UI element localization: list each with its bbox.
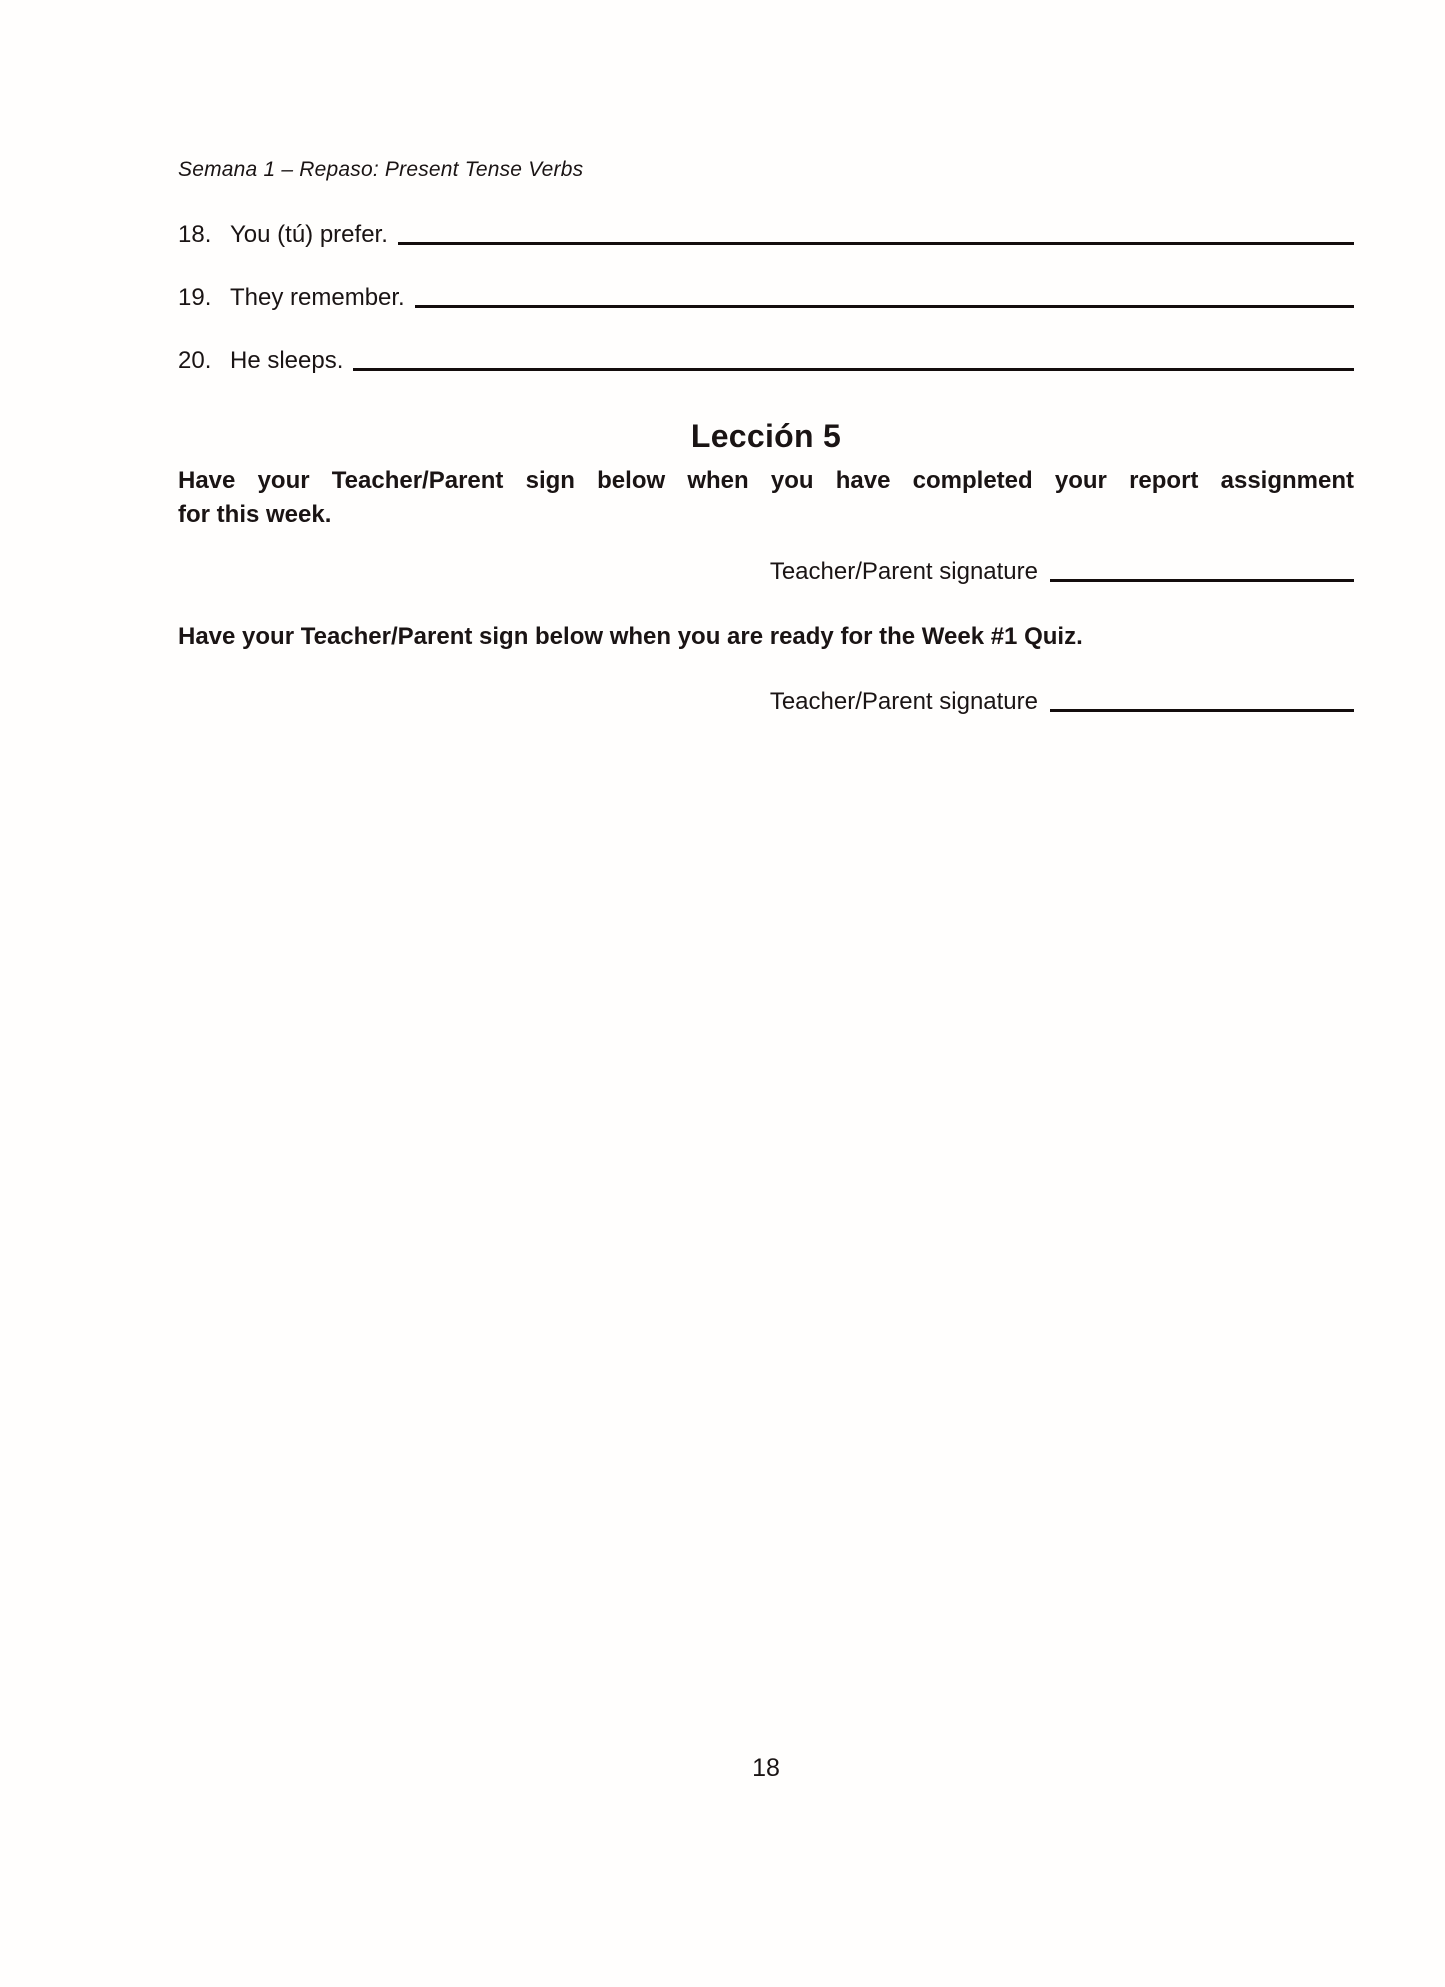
item-label: They remember. <box>230 284 405 311</box>
signature-label: Teacher/Parent signature <box>769 688 1038 715</box>
instruction-paragraph-report <box>178 464 1354 532</box>
item-number: 19. <box>178 284 212 311</box>
lesson-heading: Lección 5 <box>690 418 842 454</box>
answer-blank-line <box>353 347 1354 371</box>
signature-blank-line <box>1050 688 1354 712</box>
signature-row-report <box>178 558 1354 586</box>
signature-blank-line <box>1050 558 1354 582</box>
page-number: 18 <box>752 1754 780 1782</box>
answer-blank-line <box>398 221 1354 245</box>
signature-label: Teacher/Parent signature <box>769 558 1038 585</box>
instruction-line: Have your Teacher/Parent sign below when you have completed your report assignment <box>178 467 1354 494</box>
item-label: He sleeps. <box>230 347 344 374</box>
item-label: You (tú) prefer. <box>230 221 388 248</box>
item-number: 18. <box>178 221 212 248</box>
worksheet-item-18 <box>178 221 1354 249</box>
instruction-paragraph-quiz: Have your Teacher/Parent sign below when you are ready for the Week #1 Quiz. <box>178 623 1083 650</box>
item-number: 20. <box>178 347 212 374</box>
worksheet-item-20 <box>178 347 1354 375</box>
answer-blank-line <box>415 284 1354 308</box>
instruction-line: for this week. <box>178 501 332 528</box>
worksheet-item-19 <box>178 284 1354 312</box>
signature-row-quiz <box>178 688 1354 716</box>
running-header: Semana 1 – Repaso: Present Tense Verbs <box>178 158 584 181</box>
